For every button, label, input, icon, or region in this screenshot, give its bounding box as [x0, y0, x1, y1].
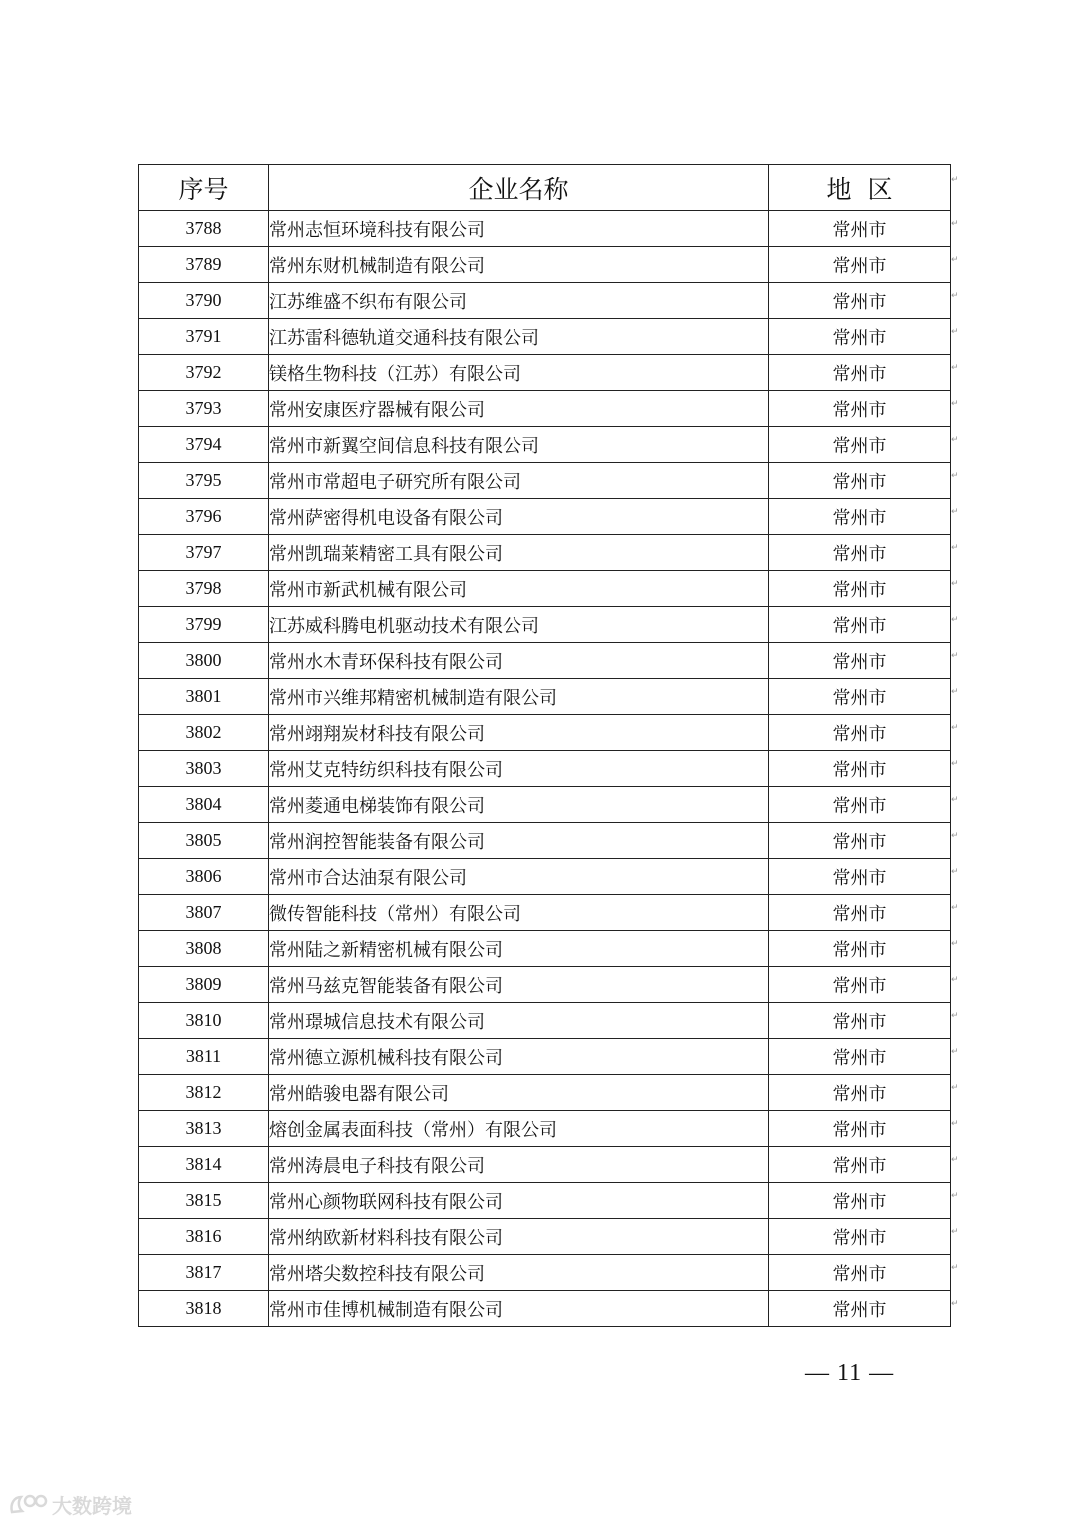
row-number: 3798 [139, 571, 269, 607]
region-cell: 常州市 [769, 463, 951, 499]
row-number: 3788 [139, 211, 269, 247]
company-name: 常州安康医疗器械有限公司 [269, 391, 769, 427]
page-number: — 11 — [805, 1360, 895, 1386]
table-row [139, 715, 951, 751]
row-number: 3794 [139, 427, 269, 463]
region-cell: 常州市 [769, 247, 951, 283]
company-name: 常州马兹克智能装备有限公司 [269, 967, 769, 1003]
paragraph-mark: ↵ [951, 543, 959, 553]
company-name: 常州东财机械制造有限公司 [269, 247, 769, 283]
table-row [139, 499, 951, 535]
region-cell: 常州市 [769, 1003, 951, 1039]
row-number: 3810 [139, 1003, 269, 1039]
company-name: 常州陆之新精密机械有限公司 [269, 931, 769, 967]
table-body [139, 211, 951, 1327]
row-number: 3791 [139, 319, 269, 355]
table-row [139, 1039, 951, 1075]
company-name: 常州市兴维邦精密机械制造有限公司 [269, 679, 769, 715]
company-name: 常州涛晨电子科技有限公司 [269, 1147, 769, 1183]
table-row [139, 211, 951, 247]
row-number: 3792 [139, 355, 269, 391]
row-number: 3806 [139, 859, 269, 895]
table-row [139, 1183, 951, 1219]
company-name: 熔创金属表面科技（常州）有限公司 [269, 1111, 769, 1147]
paragraph-mark: ↵ [951, 327, 959, 337]
company-name: 常州塔尖数控科技有限公司 [269, 1255, 769, 1291]
region-cell: 常州市 [769, 499, 951, 535]
company-name: 常州皓骏电器有限公司 [269, 1075, 769, 1111]
row-number: 3809 [139, 967, 269, 1003]
region-cell: 常州市 [769, 1183, 951, 1219]
paragraph-mark: ↵ [951, 471, 959, 481]
region-cell: 常州市 [769, 319, 951, 355]
table-row [139, 427, 951, 463]
table-row [139, 247, 951, 283]
paragraph-mark: ↵ [951, 219, 959, 229]
row-number: 3801 [139, 679, 269, 715]
header-region: 地 区 [769, 165, 951, 211]
row-number: 3790 [139, 283, 269, 319]
company-name: 常州翊翔炭材科技有限公司 [269, 715, 769, 751]
region-cell: 常州市 [769, 751, 951, 787]
company-name: 镁格生物科技（江苏）有限公司 [269, 355, 769, 391]
paragraph-mark: ↵ [951, 903, 959, 913]
company-name: 常州萨密得机电设备有限公司 [269, 499, 769, 535]
paragraph-mark: ↵ [951, 291, 959, 301]
watermark-text: 大数跨境 [52, 1494, 132, 1518]
table-row [139, 535, 951, 571]
row-number: 3793 [139, 391, 269, 427]
table-row [139, 283, 951, 319]
region-cell: 常州市 [769, 607, 951, 643]
table-row [139, 607, 951, 643]
paragraph-mark: ↵ [951, 723, 959, 733]
paragraph-mark: ↵ [951, 1047, 959, 1057]
region-cell: 常州市 [769, 859, 951, 895]
paragraph-mark: ↵ [951, 687, 959, 697]
row-number: 3804 [139, 787, 269, 823]
paragraph-mark: ↵ [951, 651, 959, 661]
paragraph-mark: ↵ [951, 399, 959, 409]
row-number: 3811 [139, 1039, 269, 1075]
paragraph-mark: ↵ [951, 1191, 959, 1201]
region-cell: 常州市 [769, 355, 951, 391]
row-number: 3796 [139, 499, 269, 535]
table-row [139, 751, 951, 787]
region-cell: 常州市 [769, 1291, 951, 1327]
table-row [139, 1111, 951, 1147]
table-row [139, 787, 951, 823]
row-number: 3795 [139, 463, 269, 499]
row-number: 3803 [139, 751, 269, 787]
region-cell: 常州市 [769, 787, 951, 823]
table-row [139, 1075, 951, 1111]
table-row [139, 859, 951, 895]
paragraph-mark: ↵ [951, 831, 959, 841]
company-name: 常州凯瑞莱精密工具有限公司 [269, 535, 769, 571]
row-number: 3807 [139, 895, 269, 931]
company-name: 江苏维盛不织布有限公司 [269, 283, 769, 319]
region-cell: 常州市 [769, 427, 951, 463]
paragraph-mark: ↵ [951, 1155, 959, 1165]
row-number: 3802 [139, 715, 269, 751]
paragraph-mark: ↵ [951, 939, 959, 949]
paragraph-mark: ↵ [951, 175, 959, 185]
region-cell: 常州市 [769, 1075, 951, 1111]
row-number: 3815 [139, 1183, 269, 1219]
row-number: 3812 [139, 1075, 269, 1111]
table-row [139, 355, 951, 391]
region-cell: 常州市 [769, 895, 951, 931]
region-cell: 常州市 [769, 211, 951, 247]
company-name: 常州菱通电梯装饰有限公司 [269, 787, 769, 823]
paragraph-mark: ↵ [951, 579, 959, 589]
company-name: 江苏雷科德轨道交通科技有限公司 [269, 319, 769, 355]
row-number: 3814 [139, 1147, 269, 1183]
paragraph-mark: ↵ [951, 975, 959, 985]
region-cell: 常州市 [769, 715, 951, 751]
row-number: 3808 [139, 931, 269, 967]
region-cell: 常州市 [769, 823, 951, 859]
logo-icon [8, 1492, 48, 1518]
paragraph-mark: ↵ [951, 615, 959, 625]
region-cell: 常州市 [769, 535, 951, 571]
table-row [139, 967, 951, 1003]
row-number: 3800 [139, 643, 269, 679]
paragraph-mark: ↵ [951, 1299, 959, 1309]
region-cell: 常州市 [769, 571, 951, 607]
paragraph-mark: ↵ [951, 867, 959, 877]
company-name: 常州市佳博机械制造有限公司 [269, 1291, 769, 1327]
row-number: 3805 [139, 823, 269, 859]
table-row [139, 571, 951, 607]
region-cell: 常州市 [769, 931, 951, 967]
company-name: 江苏威科腾电机驱动技术有限公司 [269, 607, 769, 643]
region-cell: 常州市 [769, 1147, 951, 1183]
table-row [139, 1147, 951, 1183]
header-seq: 序号 [139, 165, 269, 211]
row-number: 3816 [139, 1219, 269, 1255]
region-cell: 常州市 [769, 967, 951, 1003]
table-row [139, 643, 951, 679]
header-company-name: 企业名称 [269, 165, 769, 211]
paragraph-mark: ↵ [951, 795, 959, 805]
company-name: 常州志恒环境科技有限公司 [269, 211, 769, 247]
paragraph-mark: ↵ [951, 1227, 959, 1237]
paragraph-mark: ↵ [951, 759, 959, 769]
region-cell: 常州市 [769, 283, 951, 319]
table-row [139, 319, 951, 355]
row-number: 3813 [139, 1111, 269, 1147]
company-name: 常州市常超电子研究所有限公司 [269, 463, 769, 499]
table-row [139, 1003, 951, 1039]
paragraph-mark: ↵ [951, 435, 959, 445]
table-row [139, 679, 951, 715]
row-number: 3797 [139, 535, 269, 571]
row-number: 3818 [139, 1291, 269, 1327]
company-name: 常州市新武机械有限公司 [269, 571, 769, 607]
paragraph-mark: ↵ [951, 1263, 959, 1273]
row-number: 3799 [139, 607, 269, 643]
company-list-table [138, 164, 951, 1327]
table-row [139, 895, 951, 931]
table-header-row [139, 165, 951, 211]
company-name: 常州心颜物联网科技有限公司 [269, 1183, 769, 1219]
table-row [139, 1255, 951, 1291]
region-cell: 常州市 [769, 679, 951, 715]
paragraph-mark: ↵ [951, 1083, 959, 1093]
region-cell: 常州市 [769, 1219, 951, 1255]
table-row [139, 1219, 951, 1255]
company-name: 常州市新翼空间信息科技有限公司 [269, 427, 769, 463]
table-row [139, 823, 951, 859]
table-row [139, 931, 951, 967]
table-row [139, 1291, 951, 1327]
region-cell: 常州市 [769, 1255, 951, 1291]
company-name: 常州艾克特纺织科技有限公司 [269, 751, 769, 787]
row-number: 3789 [139, 247, 269, 283]
paragraph-mark: ↵ [951, 255, 959, 265]
company-name: 常州纳欧新材料科技有限公司 [269, 1219, 769, 1255]
region-cell: 常州市 [769, 643, 951, 679]
paragraph-mark: ↵ [951, 1119, 959, 1129]
table-row [139, 463, 951, 499]
company-name: 常州德立源机械科技有限公司 [269, 1039, 769, 1075]
company-name: 微传智能科技（常州）有限公司 [269, 895, 769, 931]
row-number: 3817 [139, 1255, 269, 1291]
region-cell: 常州市 [769, 1111, 951, 1147]
paragraph-mark: ↵ [951, 1011, 959, 1021]
paragraph-mark: ↵ [951, 363, 959, 373]
company-name: 常州水木青环保科技有限公司 [269, 643, 769, 679]
company-name: 常州璟城信息技术有限公司 [269, 1003, 769, 1039]
region-cell: 常州市 [769, 391, 951, 427]
region-cell: 常州市 [769, 1039, 951, 1075]
watermark [8, 1490, 132, 1519]
company-name: 常州润控智能装备有限公司 [269, 823, 769, 859]
paragraph-mark: ↵ [951, 507, 959, 517]
table-row [139, 391, 951, 427]
company-name: 常州市合达油泵有限公司 [269, 859, 769, 895]
